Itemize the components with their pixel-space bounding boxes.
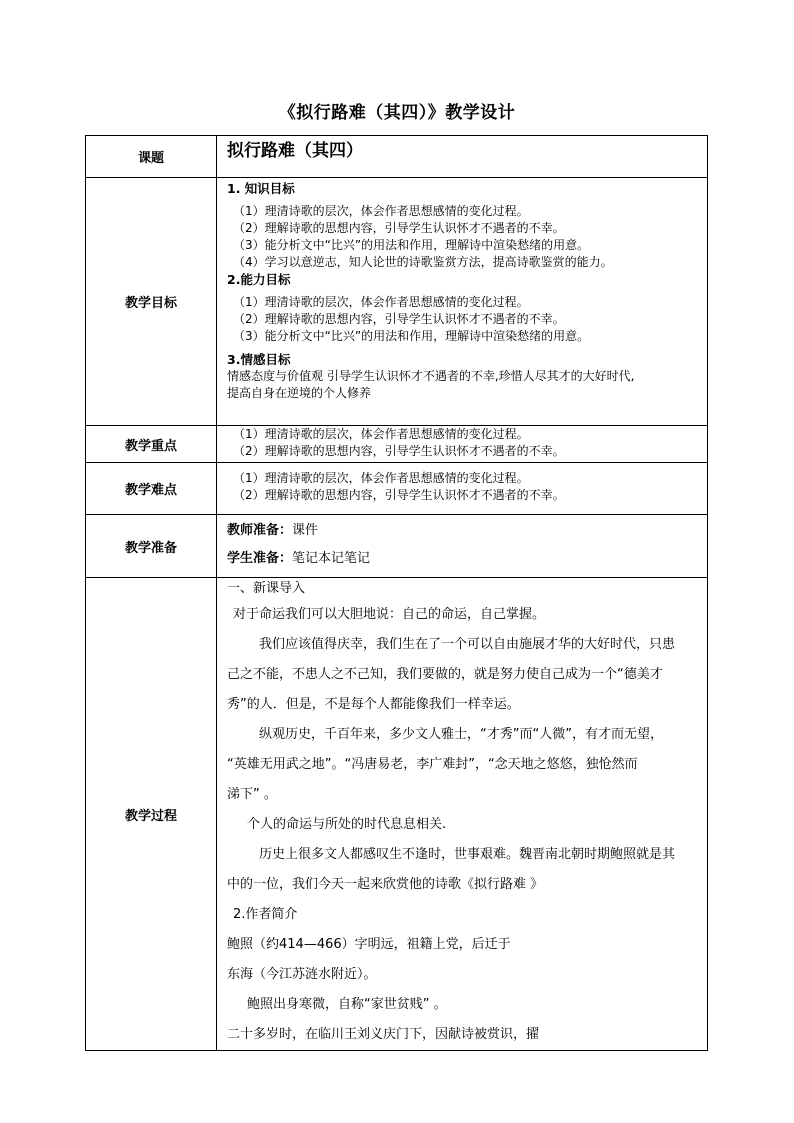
ability-item: （1）理清诗歌的层次，体会作者思想感情的变化过程。 [233,295,529,309]
label-difficulties: 教学难点 [86,463,217,515]
label-key-points: 教学重点 [86,426,217,463]
label-objectives: 教学目标 [86,178,217,426]
difficulty-item: （1）理清诗歌的层次，体会作者思想感情的变化过程。 [233,471,529,485]
row-preparation [86,515,708,578]
ability-item: （3）能分析文中“比兴”的用法和作用，理解诗中渲染愁绪的用意。 [233,329,590,343]
key-point-item: （2）理解诗歌的思想内容，引导学生认识怀才不遇者的不幸。 [233,444,565,458]
teacher-prep-label: 教师准备： [227,523,293,538]
key-point-item: （1）理清诗歌的层次，体会作者思想感情的变化过程。 [233,427,529,441]
row-process [86,578,708,1051]
process-line: 鲍照出身寒微，自称“家世贫贱” 。 [247,997,447,1012]
cell-topic [217,136,708,178]
process-line: 秀”的人．但是，不是每个人都能像我们一样幸运。 [227,697,520,712]
row-topic [86,136,708,178]
ability-item: （2）理解诗歌的思想内容，引导学生认识怀才不遇者的不幸。 [233,312,565,326]
teacher-prep [227,517,707,545]
row-objectives [86,178,708,426]
knowledge-item: （1）理清诗歌的层次，体会作者思想感情的变化过程。 [233,204,529,218]
cell-preparation [217,515,708,578]
cell-difficulties [217,463,708,515]
label-preparation: 教学准备 [86,515,217,578]
process-line: 个人的命运与所处的时代息息相关. [247,817,447,832]
emotion-heading: 3.情感目标 [227,352,291,367]
student-prep [227,545,707,573]
process-line: 历史上很多文人都感叹生不逢时，世事艰难。魏晋南北朝时期鲍照就是其 [259,847,676,862]
cell-objectives [217,178,708,426]
row-difficulties [86,463,708,515]
ability-heading: 2.能力目标 [227,272,291,287]
process-line: 二十多岁时，在临川王刘义庆门下，因献诗被赏识，擢 [227,1027,540,1042]
process-line: 中的一位，我们今天一起来欣赏他的诗歌《拟行路难 》 [227,877,544,892]
lesson-plan-table [85,135,708,1051]
knowledge-item: （2）理解诗歌的思想内容，引导学生认识怀才不遇者的不幸。 [233,221,565,235]
knowledge-item: （4）学习以意逆志，知人论世的诗歌鉴赏方法，提高诗歌鉴赏的能力。 [233,255,613,269]
process-line: 对于命运我们可以大胆地说：自己的命运，自己掌握。 [233,607,546,622]
process-line: 东海（今江苏涟水附近）。 [227,967,377,982]
cell-key-points [217,426,708,463]
process-line: 涕下” 。 [227,787,277,802]
process-line: 我们应该值得庆幸，我们生在了一个可以自由施展才华的大好时代，只患 [259,637,676,652]
document-title: 《拟行路难（其四）》教学设计 [278,103,516,123]
process-line: 一、新课导入 [227,581,306,596]
student-prep-value: 笔记本记笔记 [292,551,371,566]
row-key-points [86,426,708,463]
process-line: 己之不能，不患人之不己知，我们要做的，就是努力使自己成为一个“德美才 [227,667,663,682]
process-line: 2.作者简介 [233,907,298,922]
difficulty-item: （2）理解诗歌的思想内容，引导学生认识怀才不遇者的不幸。 [233,488,565,502]
cell-process [217,578,708,1051]
knowledge-item: （3）能分析文中“比兴”的用法和作用，理解诗中渲染愁绪的用意。 [233,238,590,252]
teacher-prep-value: 课件 [292,523,319,538]
emotion-line: 情感态度与价值观 引导学生认识怀才不遇者的不幸,珍惜人尽其才的大好时代, [227,369,635,383]
topic-value: 拟行路难（其四） [227,141,363,161]
emotion-line: 提高自身在逆境的个人修养 [227,386,372,400]
process-line: 鲍照（约414—466）字明远，祖籍上党，后迁于 [227,937,511,952]
student-prep-label: 学生准备： [227,551,293,566]
knowledge-heading: 1. 知识目标 [227,181,295,196]
process-line: 纵观历史，千百年来，多少文人雅士，“才秀”而“人微”，有才而无望， [259,727,663,742]
process-line: “英雄无用武之地”。“冯唐易老，李广难封”，“念天地之悠悠，独怆然而 [227,757,638,772]
label-topic: 课题 [86,136,217,178]
label-process: 教学过程 [86,578,217,1051]
